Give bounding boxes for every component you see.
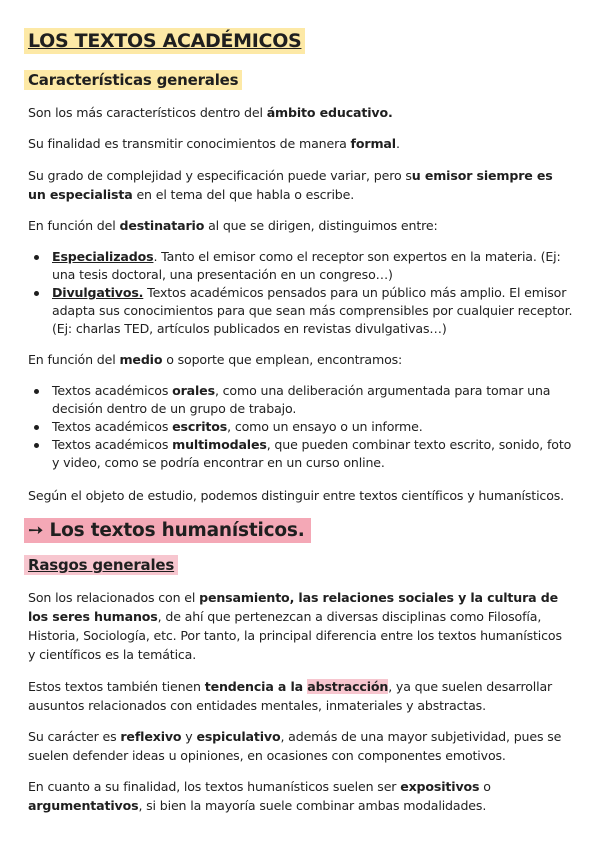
page-title: LOS TEXTOS ACADÉMICOS bbox=[24, 28, 305, 54]
list-medio bbox=[28, 382, 573, 472]
list-item-escritos: Textos académicos escritos, como un ensayo o un informe. bbox=[28, 418, 573, 436]
paragraph-medio: En función del medio o soporte que emplean, encontramos: bbox=[28, 352, 403, 367]
list-item-orales: Textos académicos orales, como una deliberación argumentada para tomar una decisión dentro de un grupo de trabajo. bbox=[28, 382, 573, 418]
paragraph-destinatario: En función del destinatario al que se dirigen, distinguimos entre: bbox=[28, 218, 438, 233]
list-item-multimodales: Textos académicos multimodales, que pueden combinar texto escrito, sonido, foto y video, como se podría encontrar en un curso online. bbox=[28, 436, 573, 472]
list-item-divulgativos: Divulgativos. Textos académicos pensados para un público más amplio. El emisor adapta sus conocimientos para que sean más comprensibles por cualquier receptor. (Ej: charlas TED, artículos publicados en revistas divulgativas…) bbox=[28, 284, 573, 338]
paragraph-complejidad: Su grado de complejidad y especificación puede variar, pero su emisor siempre es un especialista en el tema del que habla o escribe. bbox=[28, 168, 553, 202]
paragraph-finalidad: Su finalidad es transmitir conocimientos de manera formal. bbox=[28, 136, 400, 151]
paragraph-ambito: Son los más característicos dentro del ámbito educativo. bbox=[28, 105, 393, 120]
paragraph-caracter: Su carácter es reflexivo y espiculativo, además de una mayor subjetividad, pues se suelen defender ideas u opiniones, en ocasiones con componentes emotivos. bbox=[28, 729, 562, 763]
section-heading-caracteristicas: Características generales bbox=[24, 70, 242, 90]
subheading-rasgos-generales: Rasgos generales bbox=[24, 555, 178, 575]
paragraph-objeto-estudio: Según el objeto de estudio, podemos distinguir entre textos científicos y humanísticos. bbox=[28, 488, 565, 503]
paragraph-relacionados: Son los relacionados con el pensamiento, las relaciones sociales y la cultura de los seres humanos, de ahí que pertenezcan a diversas disciplinas como Filosofía, Historia, Sociología, etc. Por tanto, la principal diferencia entre los textos humanísticos y científicos es la temática. bbox=[28, 590, 562, 662]
paragraph-abstraccion: Estos textos también tienen tendencia a la abstracción, ya que suelen desarrollar ausuntos relacionados con entidades mentales, inmateriales y abstractas. bbox=[28, 679, 553, 713]
section-heading-humanisticos: ➙ Los textos humanísticos. bbox=[24, 518, 311, 543]
list-item-especializados: Especializados. Tanto el emisor como el receptor son expertos en la materia. (Ej: una tesis doctoral, una presentación en un congreso…) bbox=[28, 248, 573, 284]
list-destinatario bbox=[28, 248, 573, 338]
paragraph-finalidad-humanisticos: En cuanto a su finalidad, los textos humanísticos suelen ser expositivos o argumentativos, si bien la mayoría suele combinar ambas modalidades. bbox=[28, 779, 491, 813]
